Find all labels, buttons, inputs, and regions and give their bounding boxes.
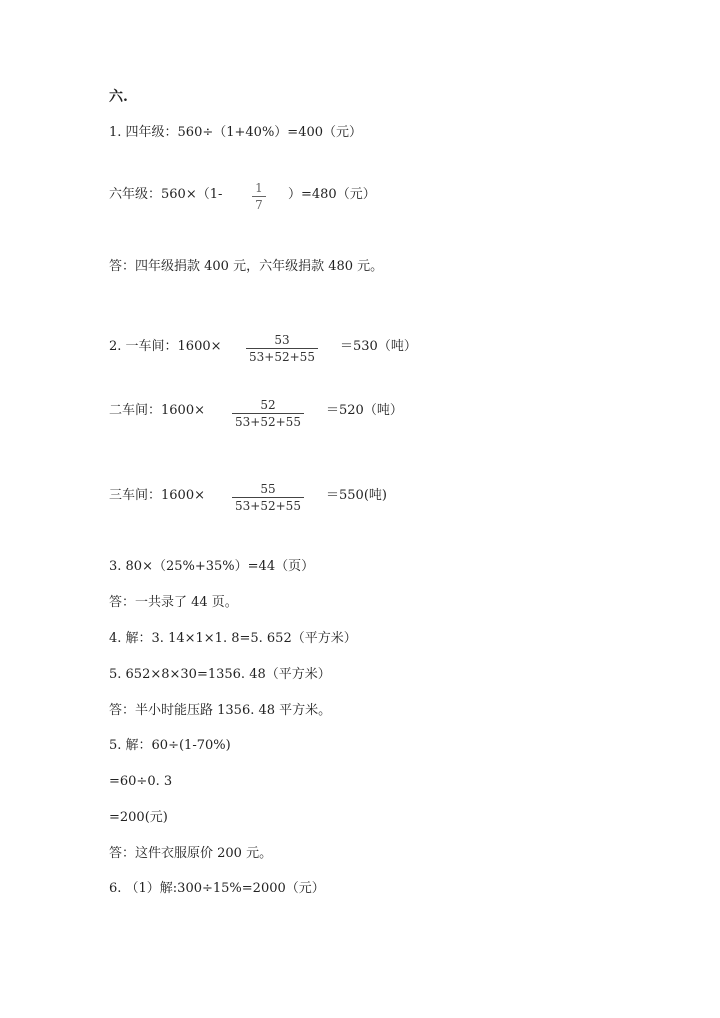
- q1-line-2-prefix: 六年级：560×（1-: [109, 187, 223, 202]
- q2-row-3-result: ＝550(吨): [326, 488, 387, 503]
- q5-line-2: =60÷0. 3: [109, 774, 173, 789]
- q2-row-2-fraction: [232, 397, 304, 430]
- q2-row-2-numerator: 52: [260, 398, 276, 412]
- q6-line-1: 6. （1）解:300÷15%=2000（元）: [109, 881, 325, 896]
- q5-line-3: =200(元): [109, 810, 168, 825]
- q2-row-1-denominator: 53+52+55: [249, 350, 315, 364]
- section-title: 六.: [109, 89, 128, 105]
- q2-row-2-label: 二车间：1600×: [109, 403, 205, 418]
- q2-row-1-numerator: 53: [274, 333, 290, 347]
- q2-row-3-fraction: [232, 481, 304, 514]
- q5-answer: 答：这件衣服原价 200 元。: [109, 846, 273, 861]
- q5-line-1: 5. 解：60÷(1-70%): [109, 738, 231, 753]
- q4-line-2: 5. 652×8×30=1356. 48（平方米）: [109, 667, 331, 682]
- q1-fraction: [252, 180, 266, 213]
- q2-row-3-numerator: 55: [260, 482, 276, 496]
- q3-line-1: 3. 80×（25%+35%）=44（页）: [109, 559, 315, 574]
- q2-row-1-label: 2. 一车间：1600×: [109, 339, 222, 354]
- q2-row-2-denominator: 53+52+55: [235, 415, 301, 429]
- q2-row-3-label: 三车间：1600×: [109, 488, 205, 503]
- q2-row-1-fraction: [246, 332, 318, 365]
- q4-line-1: 4. 解：3. 14×1×1. 8=5. 652（平方米）: [109, 631, 357, 646]
- q1-line-2-suffix: ）=480（元）: [288, 187, 376, 202]
- q4-answer: 答：半小时能压路 1356. 48 平方米。: [109, 703, 332, 718]
- q1-fraction-numerator: 1: [255, 181, 263, 195]
- q1-answer: 答：四年级捐款 400 元，六年级捐款 480 元。: [109, 259, 384, 274]
- q1-fraction-denominator: 7: [255, 198, 263, 212]
- q3-answer: 答：一共录了 44 页。: [109, 595, 238, 610]
- q2-row-3-denominator: 53+52+55: [235, 499, 301, 513]
- q1-line-1: 1. 四年级：560÷（1+40%）=400（元）: [109, 125, 363, 140]
- q2-row-1-result: ＝530（吨）: [340, 339, 417, 354]
- q2-row-2-result: ＝520（吨）: [326, 403, 403, 418]
